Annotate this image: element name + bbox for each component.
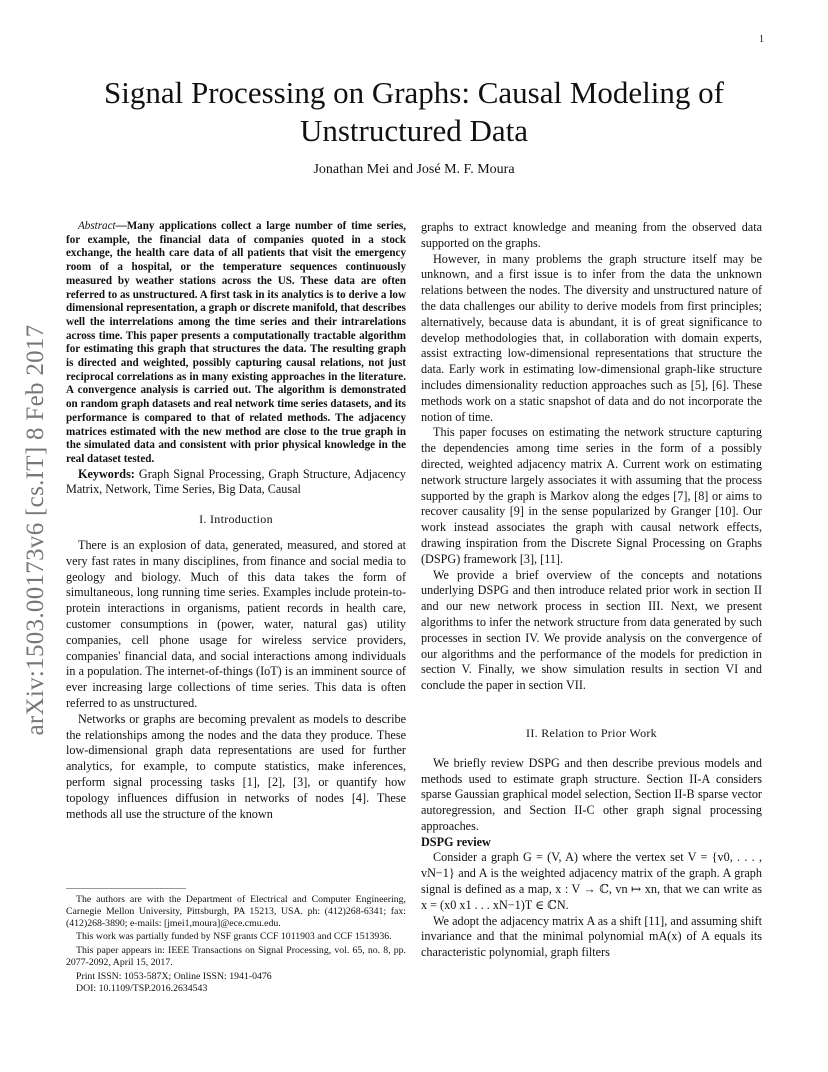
right-paragraph-3: We provide a brief overview of the concepts and notations underlying DSPG and then introduce related prior work in section II and our new network process in section III. Next, we present algorithms to infer the network structure from data generated by such processes in section IV. We provide analysis on the convergence of our algorithms and the performance of the models for prediction in section V. Finally, we show simulation results in section VI and conclude the paper in section VII. xyxy=(421,567,762,693)
right-paragraph-6: We adopt the adjacency matrix A as a shift [11], and assuming shift invariance and that the minimal polynomial mA(x) of A equals its characteristic polynomial, graph filters xyxy=(421,913,762,960)
subsection-heading-dspg-review: DSPG review xyxy=(421,834,491,849)
abstract xyxy=(66,220,406,467)
right-paragraph-2: This paper focuses on estimating the network structure capturing the dependencies among time series in the form of a possibly directed, weighted adjacency matrix A. Current work on estimating network structure largely associates it with assuming that the process supported by the graph is Markov along the edges [7], [8] or aims to recover causality [9] in the sense popularized by Granger [10]. Our work instead associates the graph with causal network effects, drawing inspiration from the Discrete Signal Processing on Graphs (DSPG) framework [3], [11]. xyxy=(421,425,762,566)
arxiv-stamp xyxy=(14,300,58,760)
intro-paragraph-2: Networks or graphs are becoming prevalent as models to describe the relationships among the nodes and the data they produce. These low-dimensional graph data representations are used for further analytics, for example, to compute statistics, make inferences, perform signal processing tasks [1], [2], [3], or quantify how topology influences diffusion in networks of nodes [4]. These methods all use the structure of the known xyxy=(66,711,406,821)
title-line-2: Unstructured Data xyxy=(299,113,529,148)
paper-title xyxy=(70,74,758,150)
page-number: 1 xyxy=(759,34,764,45)
footnote-doi: DOI: 10.1109/TSP.2016.2634543 xyxy=(76,982,208,994)
footnote-rule xyxy=(66,888,186,889)
intro-paragraph-1: There is an explosion of data, generated, measured, and stored at very fast rates in many disciplines, from finance and social media to geology and biology. Much of this data takes the form of simultaneous, long running time series. Examples include protein-to-protein interactions in organisms, patient records in health care, customer consumptions in (power, water, natural gas) utility companies, cell phone usage for wireless service providers, companies' financial data, and social interactions among individuals in a population. The internet-of-things (IoT) is an imminent source of ever increasing large collections of time series. This data is often referred to as unstructured. xyxy=(66,538,406,711)
right-paragraph-1: However, in many problems the graph structure itself may be unknown, and a first issue is to infer from the data the unknown relations between the nodes. The diversity and unstructured nature of the data challenges our ability to derive models from first principles; alternatively, because data is abundant, it is of great significance to develop methodologies that, in collaboration with domain experts, assist extracting low-dimensional representations that structure the data. Early work in estimating low-dimensional graph-like structure includes dimensionality reduction approaches such as [5], [6]. These methods work on a static snapshot of data and do not incorporate the notion of time. xyxy=(421,251,762,424)
right-paragraph-5: Consider a graph G = (V, A) where the vertex set V = {v0, . . . , vN−1} and A is the weighted adjacency matrix of the graph. A graph signal is defined as a map, x : V → ℂ, vn ↦ xn, that we can write as x = (x0 x1 . . . xN−1)T ∈ ℂN. xyxy=(421,850,762,912)
keywords-text: Graph Signal Processing, Graph Structure, Adjacency Matrix, Network, Time Series, Big Data, Causal xyxy=(66,466,406,497)
footnotes xyxy=(66,894,406,994)
arxiv-stamp-text: arXiv:1503.00173v6 [cs.IT] 8 Feb 2017 xyxy=(22,324,49,736)
title-line-1: Signal Processing on Graphs: Causal Modeling of xyxy=(104,75,724,110)
left-column xyxy=(66,220,406,822)
abstract-lead: Abstract xyxy=(78,220,116,232)
keywords-label: Keywords: xyxy=(78,466,135,481)
footnote-affiliation: The authors are with the Department of Electrical and Computer Engineering, Carnegie Mellon University, Pittsburgh, PA 15213, USA. ph: (412)268-6341; fax: (412)268-3890; e-mails: [jmei1,moura]@ece.cmu.edu. xyxy=(66,894,406,929)
section-heading-prior-work: II. Relation to Prior Work xyxy=(526,725,657,740)
authors: Jonathan Mei and José M. F. Moura xyxy=(313,162,515,177)
right-paragraph-4: We briefly review DSPG and then describe previous models and methods used to estimate graph structure. Section II-A considers sparse Gaussian graphical model selection, Section II-B sparse vector autoregression, and Section II-C other graph signal processing approaches. xyxy=(421,755,762,833)
footnote-funding: This work was partially funded by NSF grants CCF 1011903 and CCF 1513936. xyxy=(76,931,392,943)
footnote-publication: This paper appears in: IEEE Transactions on Signal Processing, vol. 65, no. 8, pp. 2077-2092, April 15, 2017. xyxy=(66,945,406,968)
right-column xyxy=(421,220,762,961)
keywords xyxy=(66,467,406,499)
right-paragraph-0: graphs to extract knowledge and meaning from the observed data supported on the graphs. xyxy=(421,220,762,250)
footnote-issn: Print ISSN: 1053-587X; Online ISSN: 1941-0476 xyxy=(76,970,272,982)
section-heading-introduction: I. Introduction xyxy=(199,512,273,527)
abstract-text: —Many applications collect a large number of time series, for example, the financial data of companies quoted in a stock exchange, the health care data of all patients that visit the emergency room of a hospital, or the temperature sequences continuously measured by weather stations across the US. These data are often referred to as unstructured. A first task in its analytics is to derive a low dimensional representation, a graph or discrete manifold, that describes well the interrelations among the time series and their intrarelations across time. This paper presents a computationally tractable algorithm for estimating this graph that structures the data. The resulting graph is directed and weighted, possibly capturing causal relations, not just reciprocal correlations as in many existing approaches in the literature. A convergence analysis is carried out. The algorithm is demonstrated on random graph datasets and real network time series datasets, and its performance is compared to that of related methods. The adjacency matrices estimated with the new method are close to the true graph in the simulated data and consistent with prior physical knowledge in the real dataset tested. xyxy=(66,220,407,465)
